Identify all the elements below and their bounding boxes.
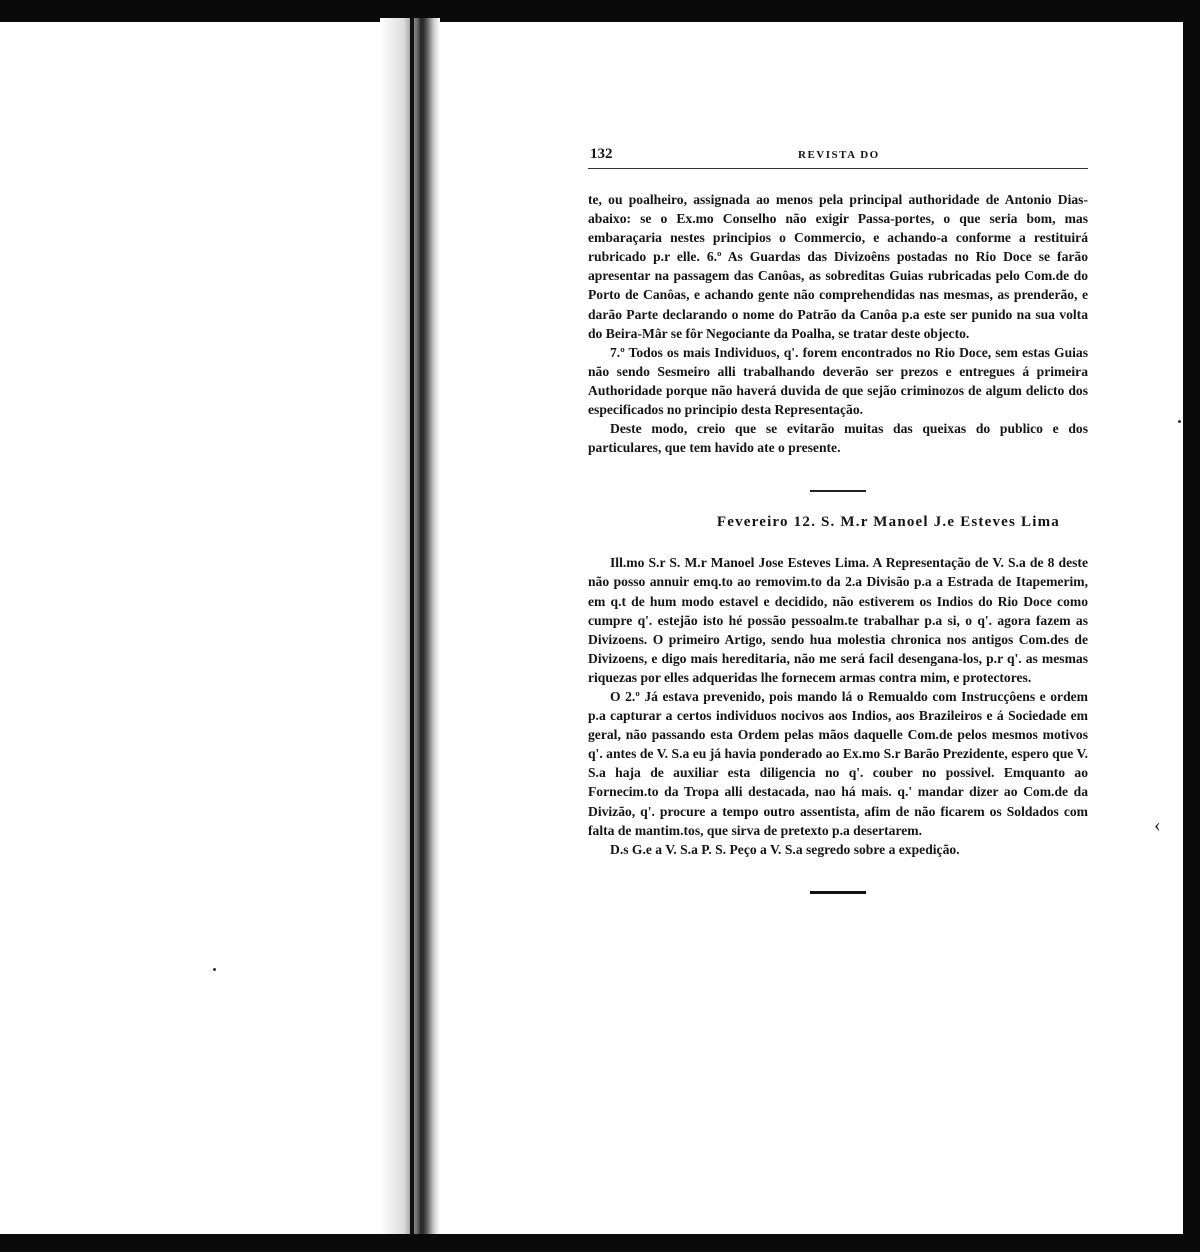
letter-paragraph: O 2.º Já estava prevenido, pois mando lá o Remualdo com Instrucçôens e ordem p.a capturar a certos individuos nocivos aos Indios, aos Brazileiros e á Sociedade em geral, não passando esta Ordem pelas mãos daquelle Com.de pelos mesmos motivos q'. antes de V. S.a eu já havia ponderado ao Ex.mo S.r Barão Prezidente, espero que V. S.a haja de auxiliar esta diligencia no q'. couber no possivel. Emquanto ao Fornecim.to da Tropa alli destacada, nao há mais. q.' mandar dizer ao Com.de da Divizão, q'. procure a tempo outro assentista, afim de não ficarem os Soldados com falta de mantim.tos, que sirva de pretexto p.a desertarem.: [588, 688, 1088, 838]
book-spine-line: [410, 18, 414, 1240]
body-paragraph: Deste modo, creio que se evitarão muitas das queixas do publico e dos particulares, que tem havido ate o presente.: [588, 421, 1088, 456]
section-divider: [810, 490, 866, 492]
margin-mark: ‹: [1154, 814, 1161, 836]
scan-speck: [1178, 420, 1181, 423]
scan-right-border: [1183, 0, 1200, 1252]
page-header: [588, 146, 1088, 169]
letter-closing: D.s G.e a V. S.a P. S. Peço a V. S.a segredo sobre a expedição.: [610, 841, 960, 857]
scan-top-border: [0, 0, 1200, 22]
scan-bottom-border: [0, 1234, 1200, 1252]
end-divider: [810, 891, 866, 894]
running-head: REVISTA DO: [798, 149, 880, 161]
section-heading: Fevereiro 12. S. M.r Manoel J.e Esteves Lima: [716, 514, 1060, 531]
book-spine-line-inner: [420, 18, 423, 1240]
body-paragraph: 7.º Todos os mais Individuos, q'. forem encontrados no Rio Doce, sem estas Guias não sendo Sesmeiro alli trabalhando deverão ser prezos e entregues á primeira Authoridade porque não haverá duvida de que sejão criminozos de algum delicto dos especificados no principio desta Representação.: [588, 344, 1088, 418]
letter-paragraph: Ill.mo S.r S. M.r Manoel Jose Esteves Lima. A Representação de V. S.a de 8 deste não posso annuir emq.to ao removim.to da 2.a Divisão p.a a Estrada de Itapemerim, em q.t de hum modo estavel e decidido, não estiverem os Indios do Rio Doce como cumpre q'. estejão isto hé possão pessoalm.te trabalhar p.a si, o q'. agora fazem as Divizoens. O primeiro Artigo, sendo hua molestia chronica nos antigos Com.des de Divizoens, e digo mais hereditaria, não me será facil desengana-los, p.r q'. as mesmas riquezas por elles adqueridas lhe fornecem armas contra mim, e protectores.: [588, 555, 1088, 685]
page-number: 132: [590, 146, 613, 162]
scan-speck: [213, 968, 216, 971]
body-paragraph: te, ou poalheiro, assignada ao menos pela principal authoridade de Antonio Dias-abaixo: se o Ex.mo Conselho não exigir Passa-portes, o que seria bom, mas embaraçaria nestes principios o Commercio, e achando-a conforme a restituirá rubricado p.r elle. 6.º As Guardas das Divizoêns postadas no Rio Doce se farão apresentar na passagem das Canôas, as sobreditas Guias rubricadas pelo Com.de do Porto de Canôas, e achando gente não comprehendidas nas mesmas, as prenderão, e darão Parte declarando o nome do Patrão da Canôa p.a este ser punido na sua volta do Beira-Mâr se fôr Negociante da Poalha, se tratar deste objecto.: [588, 192, 1088, 341]
book-page: [588, 146, 1088, 894]
